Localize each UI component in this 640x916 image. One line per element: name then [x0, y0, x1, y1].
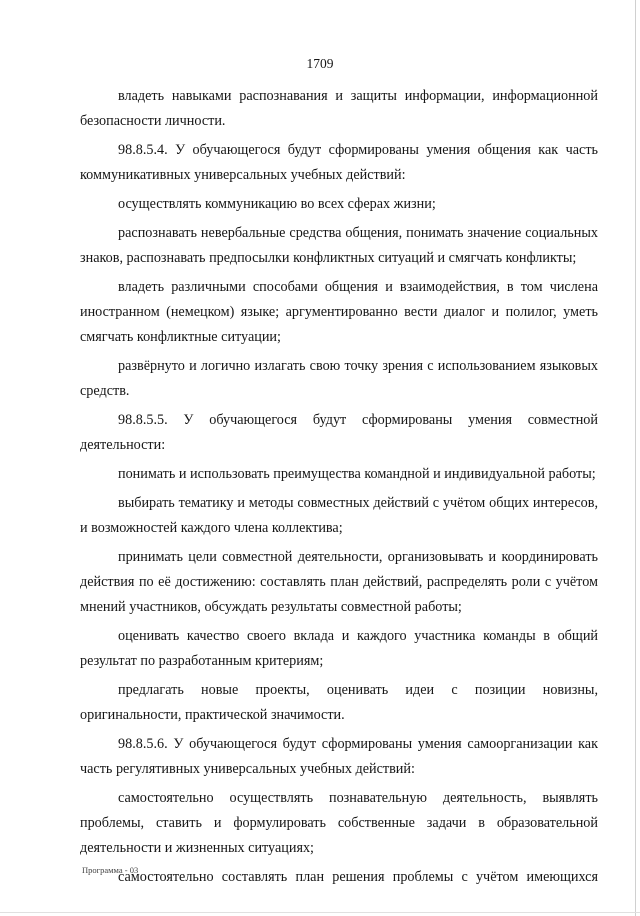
paragraph-team-work: понимать и использовать преимущества командной и индивидуальной работы; — [118, 466, 596, 482]
paragraph-communication-all-spheres: осуществлять коммуникацию во всех сферах жизни; — [118, 196, 436, 212]
paragraph-evaluate-contribution: оценивать качество своего вклада и каждого участника команды в общий результат по разработанным критериям; — [80, 628, 598, 669]
paragraph-info-security: владеть навыками распознавания и защиты информации, информационной безопасности личности. — [80, 88, 598, 129]
paragraph-choose-topics: выбирать тематику и методы совместных действий с учётом общих интересов, и возможностей каждого члена коллектива; — [80, 495, 598, 536]
page-number: 1709 — [306, 56, 334, 71]
page-footer: Программа - 03 — [82, 865, 139, 875]
paragraph-present-point-of-view: развёрнуто и логично излагать свою точку зрения с использованием языковых средств. — [80, 358, 598, 399]
paragraph-accept-goals: принимать цели совместной деятельности, организовывать и координировать действия по её достижению: составлять план действий, распределять роли с учётом мнений участников, обсуждать результаты совместной работы; — [80, 549, 598, 615]
paragraph-98-8-5-5: 98.8.5.5. У обучающегося будут сформированы умения совместной деятельности: — [80, 412, 598, 453]
paragraph-plan-solution: самостоятельно составлять план решения проблемы с учётом имеющихся — [118, 869, 598, 885]
paragraph-98-8-5-4: 98.8.5.4. У обучающегося будут сформированы умения общения как часть коммуникативных универсальных учебных действий: — [80, 142, 598, 183]
paragraph-98-8-5-6: 98.8.5.6. У обучающегося будут сформированы умения самоорганизации как часть регулятивных универсальных учебных действий: — [80, 736, 598, 777]
document-body — [80, 84, 598, 894]
paragraph-independent-activity: самостоятельно осуществлять познавательную деятельность, выявлять проблемы, ставить и формулировать собственные задачи в образовательной деятельности и жизненных ситуациях; — [80, 790, 598, 856]
paragraph-nonverbal-means: распознавать невербальные средства общения, понимать значение социальных знаков, распознавать предпосылки конфликтных ситуаций и смягчать конфликты; — [80, 225, 598, 266]
paragraph-propose-projects: предлагать новые проекты, оценивать идеи с позиции новизны, оригинальности, практической значимости. — [80, 682, 598, 723]
paragraph-ways-of-communication: владеть различными способами общения и взаимодействия, в том числена иностранном (немецком) языке; аргументированно вести диалог и полилог, уметь смягчать конфликтные ситуации; — [80, 279, 598, 345]
scan-edge-right — [635, 0, 636, 916]
scan-edge-bottom — [0, 912, 640, 913]
